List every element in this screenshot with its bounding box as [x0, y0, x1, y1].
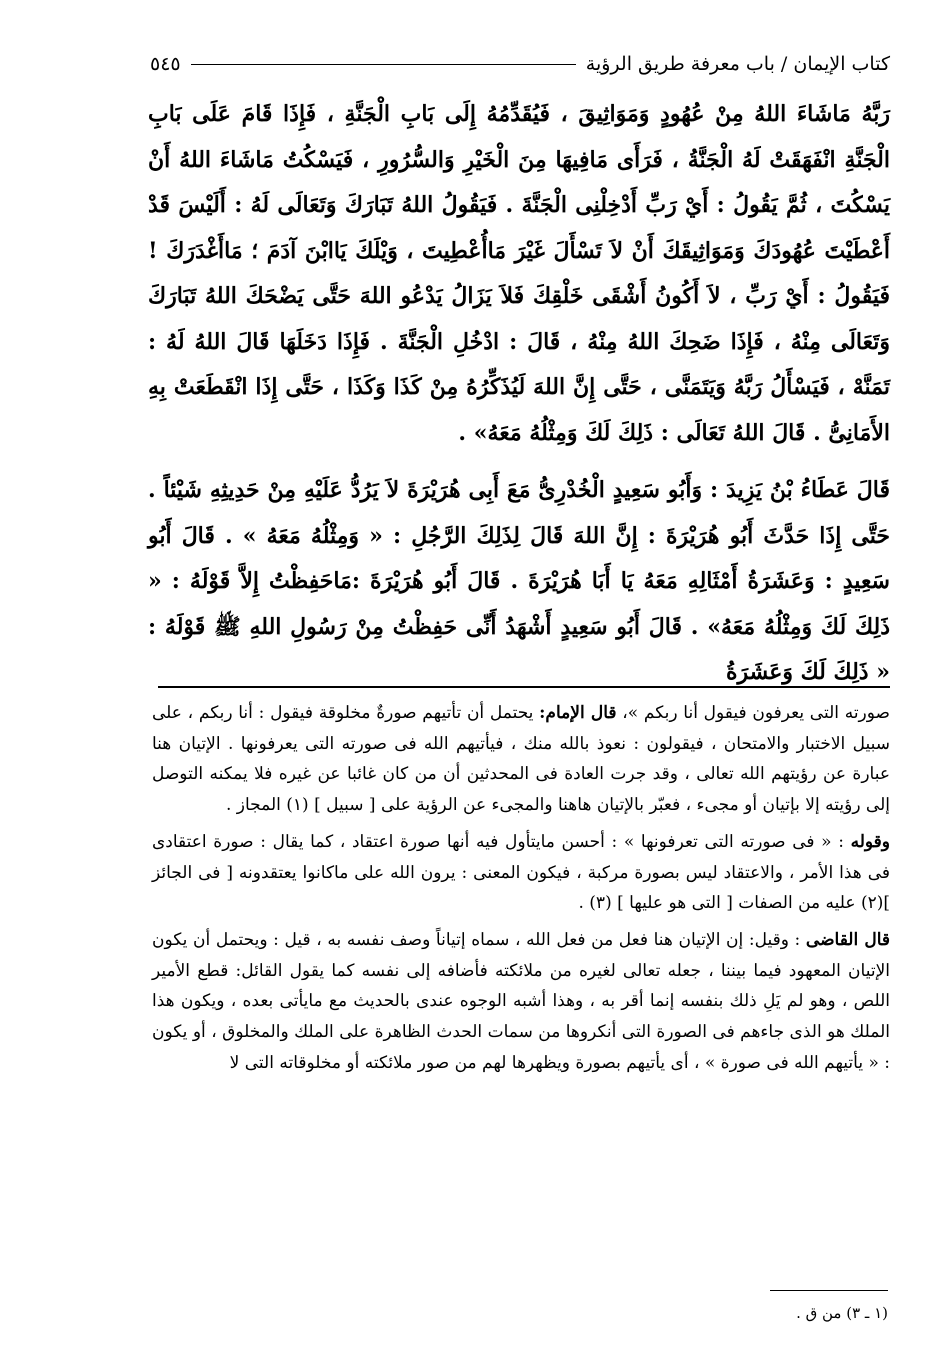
commentary-section	[152, 698, 890, 1084]
hadith-paragraph-1: رَبَّهُ مَاشَاءَ اللهُ مِنْ عُهُودٍ وَمَوَاثِيقَ ، فَيُقَدِّمُهُ إِلَى بَابِ الْجَنَّةِ ، فَإِذَا قَامَ عَلَى بَابِ الْجَنَّةِ انْفَهَقَتْ لَهُ الْجَنَّةُ ، فَرَأَى مَافِيهَا مِنَ الْخَيْرِ وَالسُّرُورِ ، فَيَسْكُتُ مَاشَاءَ اللهُ أَنْ يَسْكُتَ ، ثُمَّ يَقُولُ : أَيْ رَبِّ أَدْخِلْنِى الْجَنَّةَ . فَيَقُولُ اللهُ تَبَارَكَ وَتَعَالَى لَهُ : أَلَيْسَ قَدْ أَعْطَيْتَ عُهُودَكَ وَمَوَاثِيقَكَ أَنْ لاَ تَسْأَلَ غَيْرَ مَاأُعْطِيتَ ، وَيْلَكَ يَاابْنَ آدَمَ ؛ مَاأَغْدَرَكَ ! فَيَقُولُ : أَيْ رَبِّ ، لاَ أَكُونُ أَشْقَى خَلْقِكَ فَلاَ يَزَالُ يَدْعُو اللهَ حَتَّى يَضْحَكَ اللهُ تَبَارَكَ وَتَعَالَى مِنْهُ ، فَإِذَا ضَحِكَ اللهُ مِنْهُ ، قَالَ : ادْخُلِ الْجَنَّةَ . فَإِذَا دَخَلَهَا قَالَ اللهُ لَهُ : تَمَنَّهْ ، فَيَسْأَلُ رَبَّهُ وَيَتَمَنَّى ، حَتَّى إِنَّ اللهَ لَيُذَكِّرُهُ مِنْ كَذَا وَكَذَا ، حَتَّى إِذَا انْقَطَعَتْ بِهِ الأَمَانِىُّ . قَالَ اللهُ تَعَالَى : ذَلِكَ لَكَ وَمِثْلُهُ مَعَهُ» .	[148, 101, 890, 446]
commentary-paragraph-2	[152, 827, 890, 919]
header-rule	[191, 64, 576, 65]
commentary-3-lead: قال القاضى	[805, 929, 890, 950]
hadith-paragraph-2: قَالَ عَطَاءُ بْنُ يَزِيدَ : وَأَبُو سَعِيدٍ الْخُدْرِىُّ مَعَ أَبِى هُرَيْرَةَ لاَ يَرُدُّ عَلَيْهِ مِنْ حَدِيثِهِ شَيْئاً . حَتَّى إِذَا حَدَّثَ أَبُو هُرَيْرَةَ : إِنَّ اللهَ قَالَ لِذَلِكَ الرَّجُلِ : « وَمِثْلُهُ مَعَهُ » . قَالَ أَبُو سَعِيدٍ : وَعَشَرَةُ أَمْثَالِهِ مَعَهُ يَا أَبَا هُرَيْرَةَ . قَالَ أَبُو هُرَيْرَةَ :مَاحَفِظْتُ إِلاَّ قَوْلَهُ : « ذَلِكَ لَكَ وَمِثْلُهُ مَعَهُ» . قَالَ أَبُو سَعِيدٍ أَشْهَدُ أَنِّى حَفِظْتُ مِنْ رَسُولِ اللهِ ﷺ قَوْلَهُ : « ذَلِكَ لَكَ وَعَشَرَةُ	[148, 477, 890, 685]
commentary-1-quote: صورته التى يعرفون فيقول أنا ربكم »،	[622, 703, 890, 723]
page-header	[150, 44, 890, 84]
running-title: كتاب الإيمان / باب معرفة طريق الرؤية	[585, 53, 890, 75]
commentary-1-lead: قال الإمام:	[539, 703, 617, 723]
page-number: ٥٤٥	[150, 53, 181, 75]
endnote-divider	[770, 1290, 888, 1291]
commentary-2-lead: وقوله	[850, 831, 891, 852]
commentary-2-text: : « فى صورته التى تعرفونها » : أحسن مايتأول فيه أنها صورة اعتقاد ، كما يقال : صورة اعتقادى فى هذا الأمر ، والاعتقاد ليس بصورة مركبة ، فيكون المعنى : يرون الله على ماكانوا يعتقدونه [ فى الجائز ](٢) عليه من الصفات [ التى هو عليها ] (٣) .	[152, 831, 890, 914]
commentary-1-text: يحتمل أن تأتيهم صورةٌ مخلوقة فيقول : أنا ربكم ، على سبيل الاختبار والامتحان ، فيقولون : نعوذ بالله منك ، فيأتيهم الله فى صورته التى يعرفونها . الإتيان هنا عبارة عن رؤيتهم الله تعالى ، وقد جرت العادة فى المحدثين أن من كان غائبا عن غيره فلا يمكنه التوصل إلى رؤيته إلا بإتيان أو مجىء ، فعبّر بالإتيان هاهنا والمجىء عن الرؤية على [ سبيل ] (١) المجاز .	[152, 703, 890, 816]
hadith-text	[148, 92, 890, 696]
commentary-paragraph-1	[152, 698, 890, 821]
commentary-paragraph-3	[152, 925, 890, 1079]
commentary-3-text: : وقيل: إن الإتيان هنا فعل من فعل الله ، سماه إتياناً وصف نفسه به ، قيل : ويحتمل أن يكون الإتيان المعهود فيما بيننا ، جعله تعالى لغيره من ملائكته فأضافه إلى نفسه كما يقول القائل: قطع الأمير اللص ، وهو لم يَلِ ذلك بنفسه إنما أقر به ، وهذا أشبه الوجوه عندى بالحديث مع مايأتى بعده ، ويكون هذا الملك هو الذى جاءهم فى الصورة التى أنكروها من سمات الحدث الظاهرة على الملك والمخلوق ، أو يكون : « يأتيهم الله فى صورة » ، أى يأتيهم بصورة ويظهرها لهم من صور ملائكته أو مخلوقاته التى لا	[152, 929, 890, 1073]
commentary-divider	[158, 686, 890, 688]
endnote: (١ ـ ٣) من ق .	[796, 1304, 888, 1322]
